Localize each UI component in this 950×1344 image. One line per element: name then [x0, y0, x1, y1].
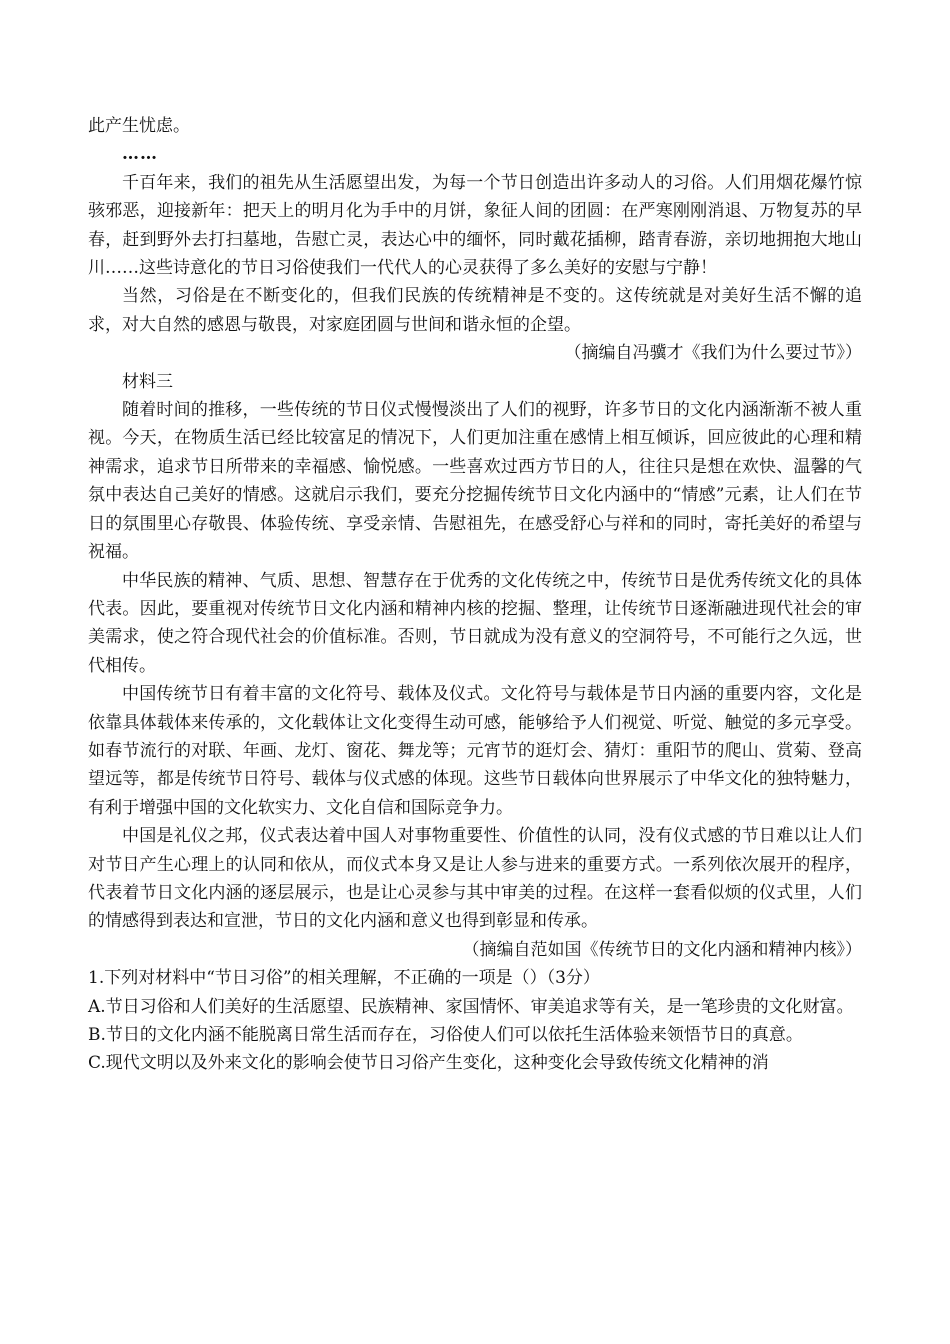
- material-three-paragraph-2: 中华民族的精神、气质、思想、智慧存在于优秀的文化传统之中，传统节日是优秀传统文化的具体代表。因此，要重视对传统节日文化内涵和精神内核的挖掘、整理，让传统节日逐渐融进现代社会的审美需求，使之符合现代社会的价值标准。否则，节日就成为没有意义的空洞符号，不可能行之久远，世代相传。: [88, 570, 862, 676]
- material-three-paragraph-4: 中国是礼仪之邦，仪式表达着中国人对事物重要性、价值性的认同，没有仪式感的节日难以让人们对节日产生心理上的认同和依从，而仪式本身又是让人参与进来的重要方式。一系列依次展开的程序，代表着节日文化内涵的逐层展示，也是让心灵参与其中审美的过程。在这样一套看似烦的仪式里，人们的情感得到表达和宣泄，节日的文化内涵和意义也得到彰显和传承。: [88, 826, 862, 932]
- material-two-paragraph-2: 当然，习俗是在不断变化的，但我们民族的传统精神是不变的。这传统就是对美好生活不懈的追求，对大自然的感恩与敬畏，对家庭团圆与世间和谐永恒的企望。: [88, 286, 862, 335]
- previous-paragraph-tail: 此产生忧虑。: [88, 116, 190, 136]
- material-three-paragraph-3: 中国传统节日有着丰富的文化符号、载体及仪式。文化符号与载体是节日内涵的重要内容，文化是依靠具体载体来传承的，文化载体让文化变得生动可感，能够给予人们视觉、听觉、触觉的多元享受。如春节流行的对联、年画、龙灯、窗花、舞龙等；元宵节的逛灯会、猜灯：重阳节的爬山、赏菊、登高望远等，都是传统节日符号、载体与仪式感的体现。这些节日载体向世界展示了中华文化的独特魅力，有利于增强中国的文化软实力、文化自信和国际竞争力。: [88, 684, 862, 818]
- question-1-option-c: C.现代文明以及外来文化的影响会使节日习俗产生变化，这种变化会导致传统文化精神的消: [88, 1053, 769, 1074]
- question-1-stem: 1.下列对材料中“节日习俗”的相关理解，不正确的一项是（）（3分）: [88, 968, 600, 989]
- material-three-paragraph-1: 随着时间的推移，一些传统的节日仪式慢慢淡出了人们的视野，许多节日的文化内涵渐渐不被人重视。今天，在物质生活已经比较富足的情况下，人们更加注重在感情上相互倾诉，回应彼此的心理和精神需求，追求节日所带来的幸福感、愉悦感。一些喜欢过西方节日的人，往往只是想在欢快、温馨的气氛中表达自己美好的情感。这就启示我们，要充分挖掘传统节日文化内涵中的“情感”元素，让人们在节日的氛围里心存敬畏、体验传统、享受亲情、告慰祖先，在感受舒心与祥和的同时，寄托美好的希望与祝福。: [88, 400, 862, 563]
- material-two-paragraph-1: 千百年来，我们的祖先从生活愿望出发，为每一个节日创造出许多动人的习俗。人们用烟花爆竹惊骇邪恶，迎接新年：把天上的明月化为手中的月饼，象征人间的团圆：在严寒刚刚消退、万物复苏的早春，赶到野外去打扫墓地，告慰亡灵，表达心中的缅怀，同时戴花插柳，踏青春游，亲切地拥抱大地山川……这些诗意化的节日习俗使我们一代代人的心灵获得了多么美好的安慰与宁静！: [88, 172, 862, 279]
- omission-mark: ……: [122, 144, 158, 165]
- material-three-source: （摘编自范如国《传统节日的文化内涵和精神内核》）: [462, 939, 862, 960]
- document-page: [88, 112, 862, 1078]
- material-two-source: （摘编自冯骥才《我们为什么要过节》）: [564, 343, 862, 364]
- question-1-option-a: A.节日习俗和人们美好的生活愿望、民族精神、家国情怀、审美追求等有关，是一笔珍贵的文化财富。: [88, 996, 854, 1017]
- material-three-heading: 材料三: [122, 371, 173, 392]
- question-1-option-b: B.节日的文化内涵不能脱离日常生活而存在，习俗使人们可以依托生活体验来领悟节日的真意。: [88, 1025, 803, 1045]
